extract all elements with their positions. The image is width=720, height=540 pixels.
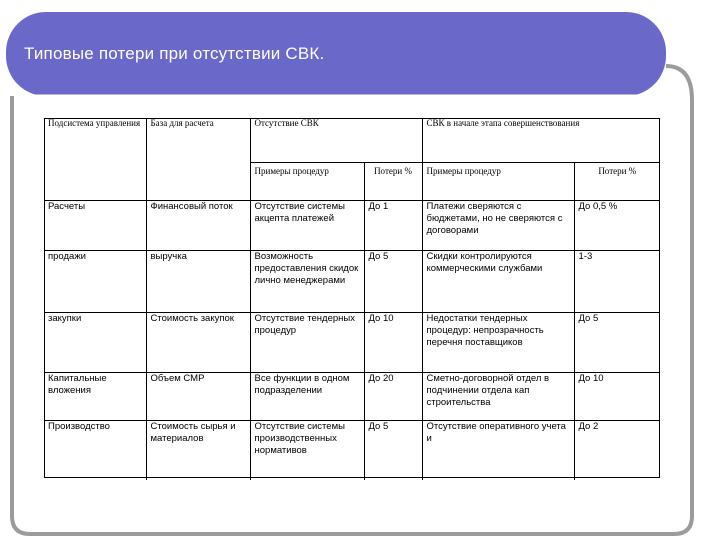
cell-loss-no-svk: До 1	[364, 200, 422, 250]
cell-example-no-svk: Отсутствие тендерных процедур	[250, 312, 364, 372]
cell-subsystem: Капитальные вложения	[44, 372, 146, 420]
cell-example-no-svk: Отсутствие системы производственных нормативов	[250, 420, 364, 480]
cell-loss-svk: До 10	[574, 372, 660, 420]
cell-loss-svk: 1-3	[574, 250, 660, 312]
cell-loss-svk: До 2	[574, 420, 660, 480]
cell-example-no-svk: Отсутствие системы акцепта платежей	[250, 200, 364, 250]
header-svk-start: СВК в начале этапа совершенствования	[422, 118, 660, 162]
header-no-svk: Отсутствие СВК	[250, 118, 422, 162]
cell-loss-no-svk: До 5	[364, 250, 422, 312]
cell-subsystem: продажи	[44, 250, 146, 312]
cell-base: Финансовый поток	[146, 200, 250, 250]
cell-loss-svk: До 5	[574, 312, 660, 372]
subheader-examples-no-svk: Примеры процедур	[250, 162, 364, 200]
cell-loss-no-svk: До 20	[364, 372, 422, 420]
slide-title: Типовые потери при отсутствии СВК.	[24, 44, 325, 63]
subheader-losses-svk: Потери %	[574, 162, 660, 200]
cell-loss-no-svk: До 10	[364, 312, 422, 372]
cell-example-svk: Сметно-договорной отдел в подчинении отдела кап строительства	[422, 372, 574, 420]
cell-base: Стоимость закупок	[146, 312, 250, 372]
cell-loss-no-svk: До 5	[364, 420, 422, 480]
cell-example-svk: Отсутствие оперативного учета и	[422, 420, 574, 480]
cell-base: Объем СМР	[146, 372, 250, 420]
cell-loss-svk: До 0,5 %	[574, 200, 660, 250]
cell-subsystem: Расчеты	[44, 200, 146, 250]
header-base: База для расчета	[146, 118, 250, 162]
cell-base: Стоимость сырья и материалов	[146, 420, 250, 480]
subheader-examples-svk: Примеры процедур	[422, 162, 574, 200]
cell-example-no-svk: Все функции в одном подразделении	[250, 372, 364, 420]
cell-example-svk: Скидки контролируются коммерческими службами	[422, 250, 574, 312]
cell-example-svk: Платежи сверяются с бюджетами, но не сверяются с договорами	[422, 200, 574, 250]
header-subsystem: Подсистема управления	[48, 118, 141, 128]
cell-base: выручка	[146, 250, 250, 312]
cell-example-no-svk: Возможность предоставления скидок лично менеджерами	[250, 250, 364, 312]
table-frame	[44, 118, 660, 478]
cell-subsystem: закупки	[44, 312, 146, 372]
subheader-losses-no-svk: Потери %	[364, 162, 422, 200]
cell-subsystem: Производство	[44, 420, 146, 480]
cell-example-svk: Недостатки тендерных процедур: непрозрачность перечня поставщиков	[422, 312, 574, 372]
